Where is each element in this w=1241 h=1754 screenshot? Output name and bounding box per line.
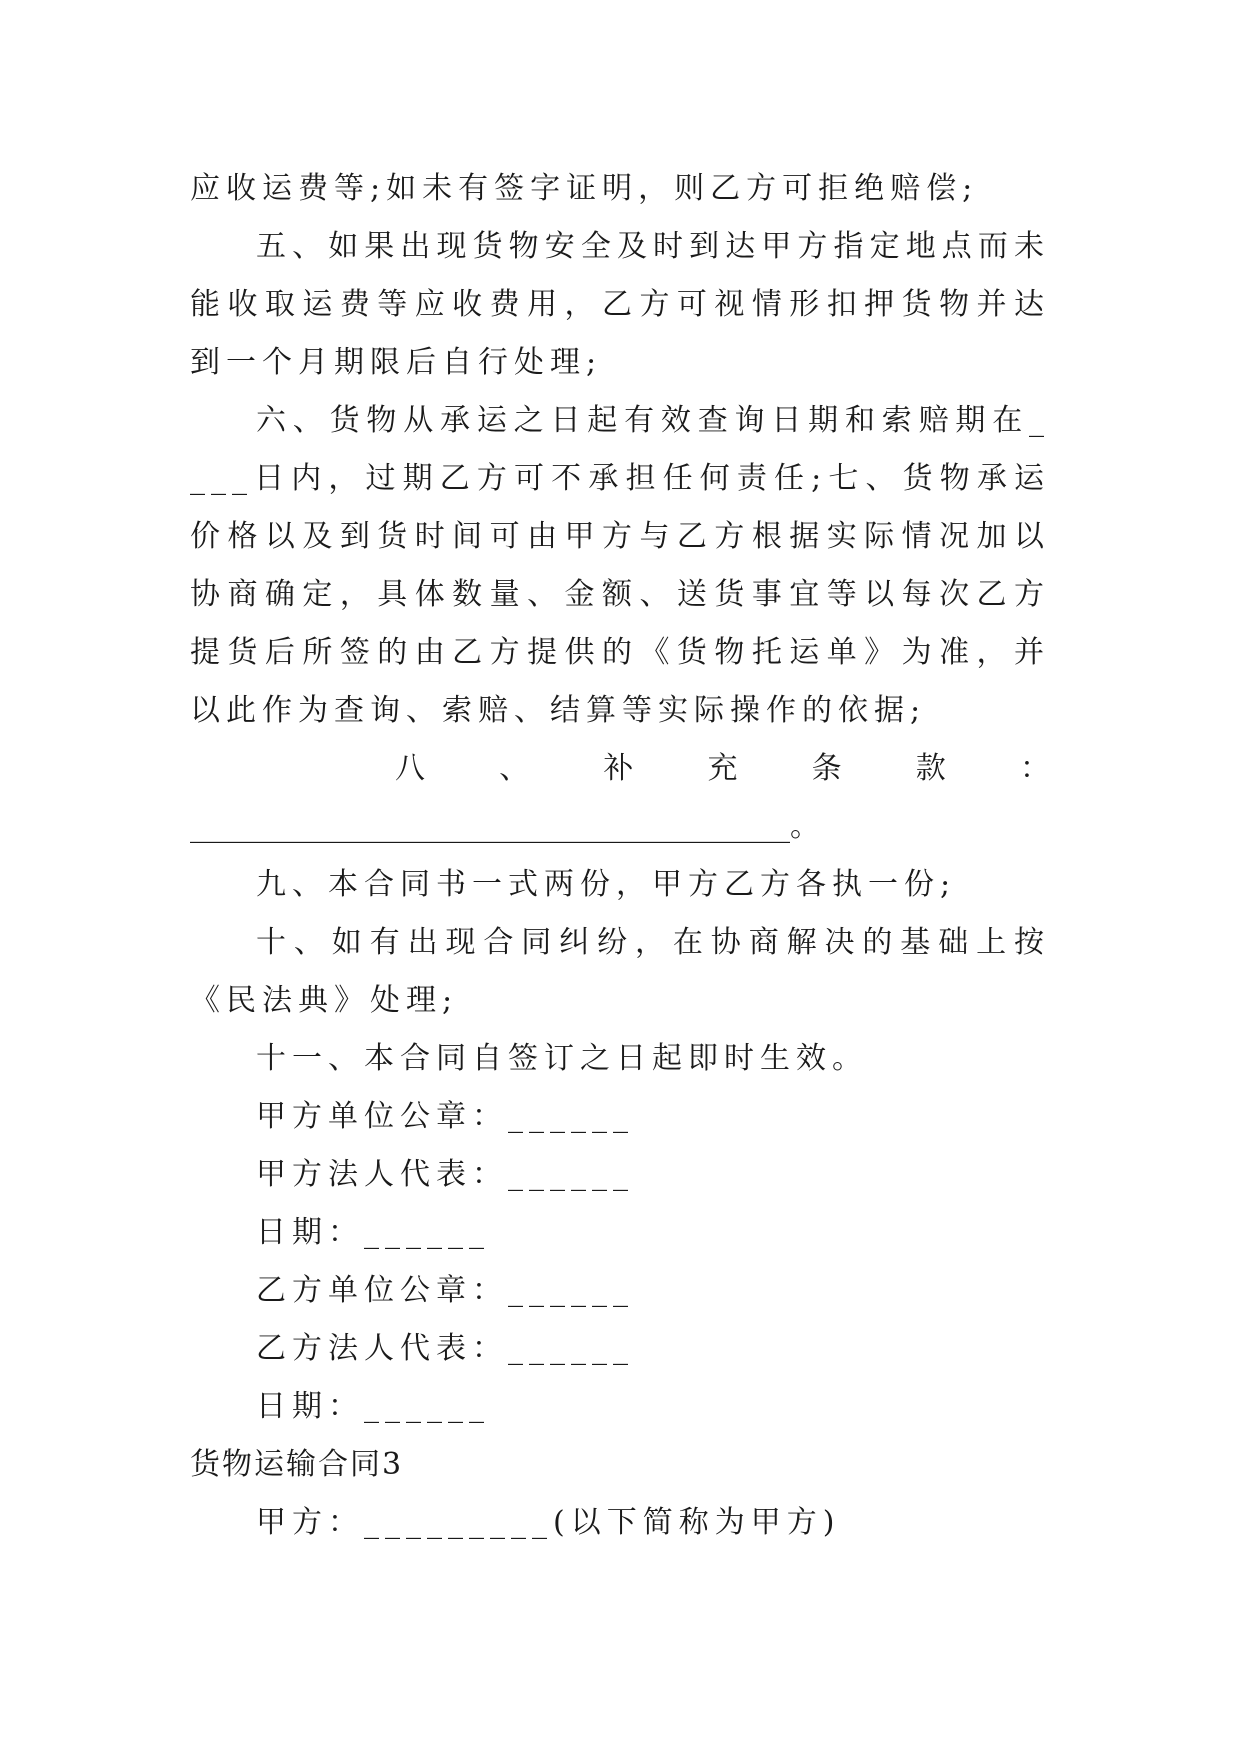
section-title: 货物运输合同3 xyxy=(190,1447,404,1482)
signature-party-b-seal: 乙方单位公章：______ xyxy=(256,1273,634,1308)
paragraph-clause-10: 十、如有出现合同纠纷，在协商解决的基础上按《民法典》处理; xyxy=(190,925,1050,1018)
clause-8-char: 条 xyxy=(811,751,842,786)
paragraph-clause-5: 五、如果出现货物安全及时到达甲方指定地点而未能收取运费等应收费用，乙方可视情形扣押货物并达到一个月期限后自行处理; xyxy=(190,229,1050,380)
signature-party-a-representative: 甲方法人代表：______ xyxy=(256,1157,634,1192)
signature-party-b-date: 日期：______ xyxy=(256,1389,490,1424)
signature-party-a-seal: 甲方单位公章：______ xyxy=(256,1099,634,1134)
clause-8-blank-line: ________________________________________。 xyxy=(190,809,820,844)
party-a-line: 甲方：_________(以下简称为甲方) xyxy=(256,1505,841,1540)
paragraph-clause-6-7: 六、货物从承运之日起有效查询日期和索赔期在____日内，过期乙方可不承担任何责任;七、货物承运价格以及到货时间可由甲方与乙方根据实际情况加以协商确定，具体数量、金额、送货事宜等以每次乙方提货后所签的由乙方提供的《货物托运单》为准，并以此作为查询、索赔、结算等实际操作的依据; xyxy=(190,403,1050,728)
clause-8-char: ： xyxy=(1019,751,1050,786)
signature-party-a-date: 日期：______ xyxy=(256,1215,490,1250)
clause-8-char: 充 xyxy=(707,751,738,786)
paragraph-clause-9: 九、本合同书一式两份，甲方乙方各执一份; xyxy=(256,867,957,902)
clause-8-char: 、 xyxy=(499,751,530,786)
paragraph-clause-11: 十一、本合同自签订之日起即时生效。 xyxy=(256,1041,868,1076)
paragraph-freight-clause: 应收运费等;如未有签字证明，则乙方可拒绝赔偿; xyxy=(190,171,979,206)
clause-8-char: 款 xyxy=(915,751,946,786)
clause-8-char: 补 xyxy=(603,751,634,786)
paragraph-clause-8-heading xyxy=(190,740,1050,798)
clause-8-char: 八 xyxy=(395,751,425,786)
document-body xyxy=(190,160,1050,1552)
signature-party-b-representative: 乙方法人代表：______ xyxy=(256,1331,634,1366)
